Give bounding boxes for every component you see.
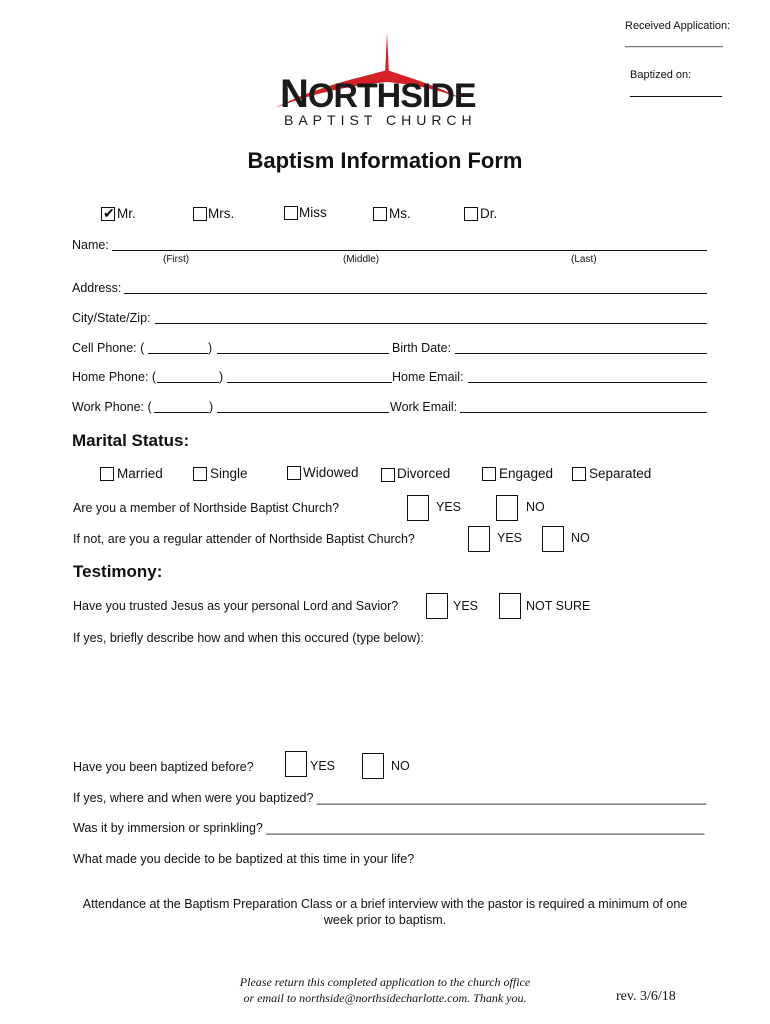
baptized-before-question: Have you been baptized before? — [73, 760, 254, 774]
city-state-zip-label: City/State/Zip: — [72, 311, 151, 325]
home-paren-close: ) — [219, 370, 224, 384]
home-phone-label: Home Phone: ( — [72, 370, 157, 384]
cell-area-code-field[interactable] — [148, 353, 208, 354]
work-area-code-field[interactable] — [154, 412, 209, 413]
member-yes-checkbox[interactable] — [407, 495, 429, 521]
checkbox-miss[interactable] — [284, 206, 298, 220]
testimony-text-area[interactable] — [73, 650, 707, 745]
salutation-dr-label: Dr. — [480, 206, 498, 221]
revision-date: rev. 3/6/18 — [616, 989, 676, 1004]
marital-single-label: Single — [210, 466, 248, 481]
trust-not-sure-label: NOT SURE — [526, 599, 591, 613]
trust-yes-checkbox[interactable] — [426, 593, 448, 619]
salutation-mr-label: Mr. — [117, 206, 136, 221]
attender-question: If not, are you a regular attender of Northside Baptist Church? — [73, 532, 415, 546]
return-note-line1: Please return this completed application to the church office — [239, 975, 531, 989]
logo-wordmark — [280, 72, 476, 117]
work-phone-label: Work Phone: ( — [72, 400, 152, 414]
work-email-field[interactable] — [460, 412, 707, 413]
baptized-yes-label: YES — [310, 759, 336, 773]
salutation-ms-label: Ms. — [389, 206, 411, 221]
form-title: Baptism Information Form — [247, 148, 523, 173]
member-yes-label: YES — [436, 500, 462, 514]
marital-status-heading: Marital Status: — [72, 431, 190, 450]
logo-wordmark-rest: ORTHSIDE — [307, 77, 476, 115]
checkbox-engaged[interactable] — [482, 467, 496, 481]
checkbox-widowed[interactable] — [287, 466, 301, 480]
marital-separated-label: Separated — [589, 466, 652, 481]
attendance-note-line1: Attendance at the Baptism Preparation Class or a brief interview with the pastor is required a minimum of one — [82, 897, 688, 911]
work-paren-close: ) — [209, 400, 214, 414]
work-email-label: Work Email: — [390, 400, 458, 414]
checkbox-ms[interactable] — [373, 207, 387, 221]
attender-no-checkbox[interactable] — [542, 526, 564, 552]
baptized-on-line[interactable] — [630, 96, 722, 97]
where-when-question[interactable]: If yes, where and when were you baptized? ________________________________________________________ — [73, 791, 707, 805]
checkbox-single[interactable] — [193, 467, 207, 481]
check-mark-icon: ✔ — [103, 205, 115, 221]
middle-sublabel: (Middle) — [343, 254, 380, 265]
trust-not-sure-checkbox[interactable] — [499, 593, 521, 619]
logo-subtitle: BAPTIST CHURCH — [284, 112, 477, 128]
work-phone-field[interactable] — [217, 412, 389, 413]
baptized-on-label: Baptized on: — [630, 69, 692, 81]
immersion-question[interactable]: Was it by immersion or sprinkling? _______________________________________________________________ — [73, 821, 705, 835]
city-state-zip-field[interactable] — [155, 323, 707, 324]
describe-prompt: If yes, briefly describe how and when this occured (type below): — [73, 631, 424, 645]
salutation-miss-label: Miss — [299, 205, 327, 220]
checkbox-mrs[interactable] — [193, 207, 207, 221]
logo-letter-n: N — [280, 72, 308, 116]
checkbox-separated[interactable] — [572, 467, 586, 481]
first-sublabel: (First) — [163, 254, 190, 265]
received-application-blank: ________________ — [625, 36, 723, 48]
home-area-code-field[interactable] — [157, 382, 219, 383]
home-email-label: Home Email: — [392, 370, 464, 384]
address-field[interactable] — [124, 293, 707, 294]
marital-engaged-label: Engaged — [499, 466, 554, 481]
cell-phone-field[interactable] — [217, 353, 389, 354]
member-question: Are you a member of Northside Baptist Church? — [73, 501, 340, 515]
home-phone-field[interactable] — [227, 382, 392, 383]
attender-yes-label: YES — [497, 531, 523, 545]
cell-paren-close: ) — [208, 341, 213, 355]
salutation-mrs-label: Mrs. — [208, 206, 235, 221]
attender-no-label: NO — [571, 531, 590, 545]
baptized-no-label: NO — [391, 759, 410, 773]
decide-question: What made you decide to be baptized at this time in your life? — [73, 852, 415, 866]
address-label: Address: — [72, 281, 122, 295]
name-field[interactable] — [112, 250, 707, 251]
trust-yes-label: YES — [453, 599, 479, 613]
baptized-yes-checkbox[interactable] — [285, 751, 307, 777]
checkbox-dr[interactable] — [464, 207, 478, 221]
received-application-label: Received Application: — [625, 20, 731, 32]
checkbox-mr[interactable] — [101, 207, 115, 221]
marital-married-label: Married — [117, 466, 163, 481]
checkbox-divorced[interactable] — [381, 468, 395, 482]
marital-divorced-label: Divorced — [397, 466, 451, 481]
home-email-field[interactable] — [468, 382, 707, 383]
name-label: Name: — [72, 238, 109, 252]
church-logo — [270, 30, 490, 130]
birth-date-label: Birth Date: — [392, 341, 452, 355]
return-note-line2: or email to northside@northsidecharlotte.com. Thank you. — [243, 991, 527, 1005]
attender-yes-checkbox[interactable] — [468, 526, 490, 552]
cell-phone-label: Cell Phone: ( — [72, 341, 145, 355]
attendance-note-line2: week prior to baptism. — [323, 913, 447, 927]
birth-date-field[interactable] — [455, 353, 707, 354]
trust-question: Have you trusted Jesus as your personal Lord and Savior? — [73, 599, 399, 613]
member-no-label: NO — [526, 500, 545, 514]
last-sublabel: (Last) — [571, 254, 597, 265]
testimony-heading: Testimony: — [73, 562, 163, 581]
marital-widowed-label: Widowed — [303, 465, 359, 480]
member-no-checkbox[interactable] — [496, 495, 518, 521]
baptized-no-checkbox[interactable] — [362, 753, 384, 779]
checkbox-married[interactable] — [100, 467, 114, 481]
